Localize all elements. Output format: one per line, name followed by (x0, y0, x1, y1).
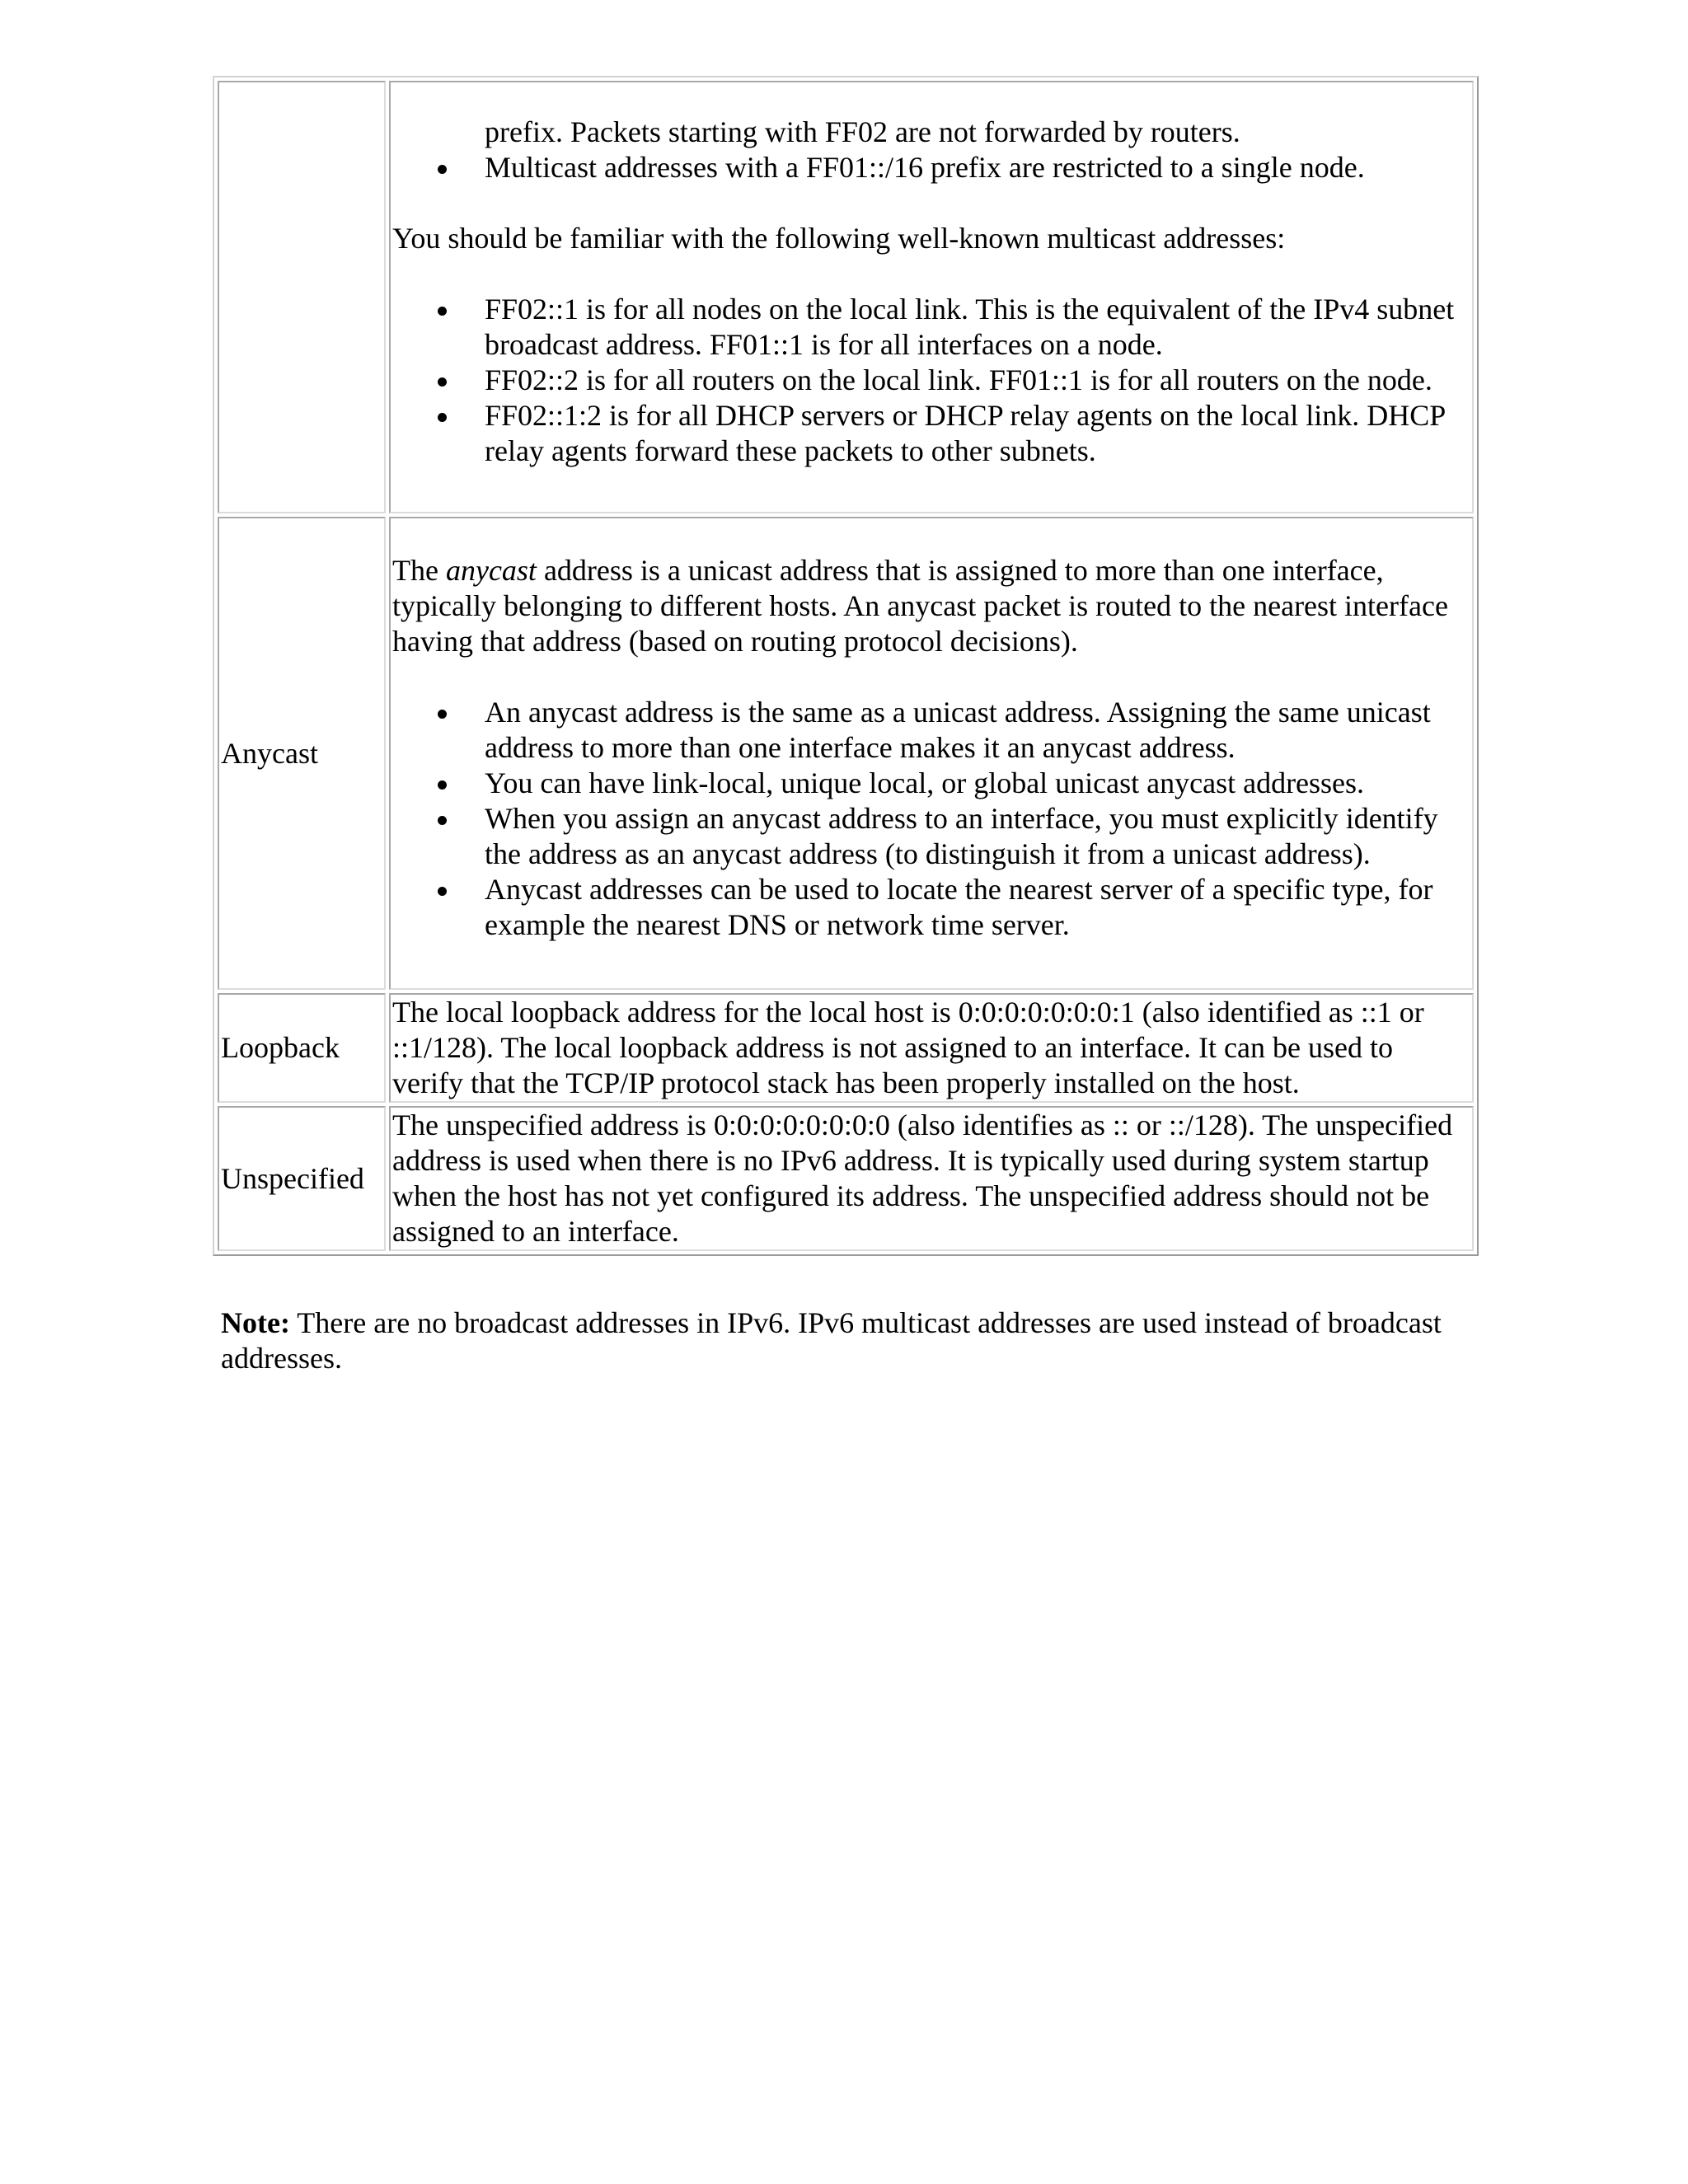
bullet-dot-icon (438, 816, 447, 825)
bullet-dot-icon (438, 780, 447, 790)
bullet-dot-icon (438, 710, 447, 719)
bullet-text: Anycast addresses can be used to locate the nearest server of a specific type, for example the nearest DNS or network time server. (485, 872, 1433, 941)
paragraph: You should be familiar with the following well-known multicast addresses: (392, 221, 1286, 255)
bullet-text: Multicast addresses with a FF01::/16 prefix are restricted to a single node. (485, 150, 1365, 184)
type-cell (218, 81, 386, 513)
type-cell (218, 517, 386, 990)
type-cell (218, 993, 386, 1103)
bullet-text: FF02::1 is for all nodes on the local link. This is the equivalent of the IPv4 subnet broadcast address. FF01::1 is for all interfaces on a node. (485, 292, 1455, 361)
table-row (218, 993, 1474, 1103)
description-cell (389, 1106, 1474, 1251)
list-item (485, 801, 1470, 872)
bullet-text: You can have link-local, unique local, or global unicast anycast addresses. (485, 766, 1365, 799)
list-item (485, 292, 1470, 363)
bullet-dot-icon (438, 377, 447, 387)
paragraph-text: The (392, 553, 446, 587)
description-cell (389, 993, 1474, 1103)
address-type-label: Anycast (221, 736, 318, 770)
bullet-text: When you assign an anycast address to an interface, you must explicitly identify the address as an anycast address (to distinguish it from a unicast address). (485, 801, 1438, 870)
paragraph (392, 553, 1470, 659)
emphasis-text: anycast (445, 553, 537, 587)
note-text: There are no broadcast addresses in IPv6. IPv6 multicast addresses are used instead of broadcast addresses. (221, 1306, 1442, 1375)
note-paragraph (221, 1305, 1457, 1376)
note-label: Note: (221, 1306, 290, 1339)
ipv6-address-types-table (213, 76, 1479, 1256)
list-item (485, 695, 1470, 766)
list-item (485, 398, 1470, 469)
type-cell (218, 1106, 386, 1251)
table-row (218, 517, 1474, 990)
paragraph: The unspecified address is 0:0:0:0:0:0:0:0 (also identifies as :: or ::/128). The unspecified address is used when there is no IPv6 address. It is typically used during system startup when the host has not yet configured its address. The unspecified address should not be assigned to an interface. (392, 1108, 1453, 1248)
bullet-list (392, 292, 1470, 469)
bullet-dot-icon (438, 165, 447, 174)
paragraph: The local loopback address for the local host is 0:0:0:0:0:0:0:1 (also identified as ::1 or ::1/128). The local loopback address is not assigned to an interface. It can be used to verify that the TCP/IP protocol stack has been properly installed on the host. (392, 996, 1424, 1099)
bullet-dot-icon (438, 307, 447, 316)
paragraph-text: address is a unicast address that is assigned to more than one interface, typically belonging to different hosts. An anycast packet is routed to the nearest interface having that address (based on routing protocol decisions). (392, 553, 1448, 658)
table-row (218, 81, 1474, 513)
list-item (485, 766, 1470, 801)
address-type-label: Loopback (221, 1031, 340, 1064)
table-row (218, 1106, 1474, 1251)
bullet-dot-icon (438, 887, 447, 896)
address-type-label: Unspecified (221, 1161, 364, 1195)
list-item (485, 872, 1470, 943)
bullet-dot-icon (438, 413, 447, 422)
description-cell (389, 517, 1474, 990)
bullet-text: prefix. Packets starting with FF02 are not forwarded by routers. (485, 115, 1240, 148)
list-item (485, 115, 1470, 150)
bullet-list (392, 695, 1470, 943)
list-item (485, 363, 1470, 398)
bullet-text: An anycast address is the same as a unicast address. Assigning the same unicast address to more than one interface makes it an anycast address. (485, 695, 1431, 764)
bullet-text: FF02::1:2 is for all DHCP servers or DHCP relay agents on the local link. DHCP relay agents forward these packets to other subnets. (485, 398, 1445, 467)
description-cell (389, 81, 1474, 513)
list-item (485, 150, 1470, 185)
bullet-text: FF02::2 is for all routers on the local link. FF01::1 is for all routers on the node. (485, 363, 1432, 396)
bullet-list (392, 115, 1470, 185)
